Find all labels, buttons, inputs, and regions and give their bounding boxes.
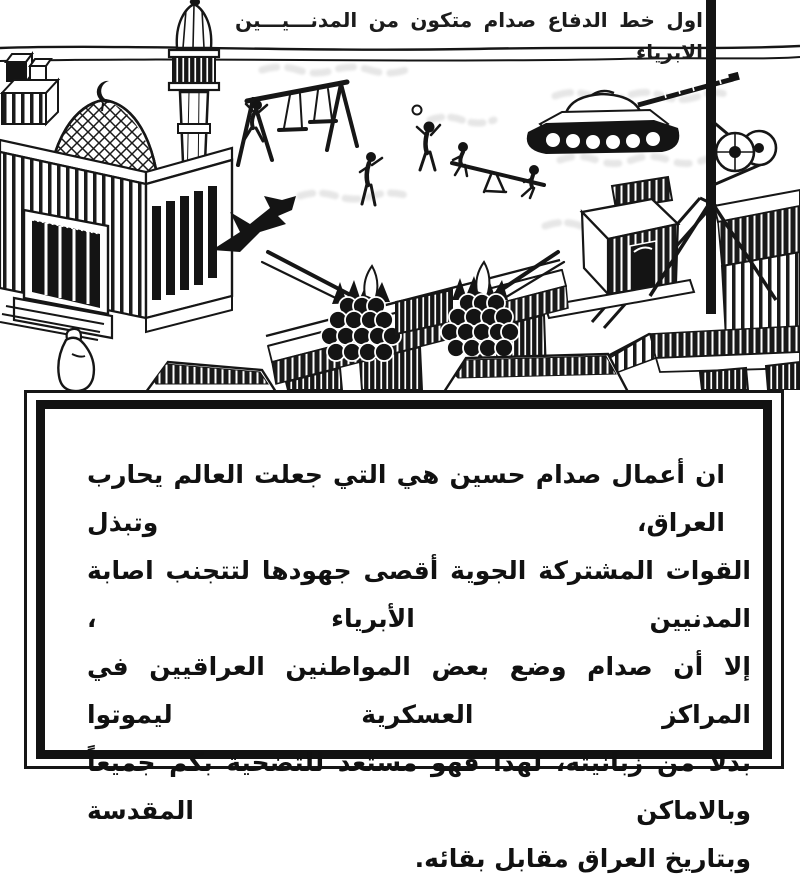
seesaw [452,142,544,198]
swing-set [238,82,357,165]
cable-reels [716,131,776,171]
caption-frame-outer [24,390,784,873]
low-wall-right [444,354,628,390]
headline: اول خط الدفاع صدام متكون من المدنـــيـــين الابرياء [235,8,703,64]
caption-line-5: وبتاريخ العراق مقابل بقائه. [414,844,751,873]
caption-line-4: بدلا من زبانيته، لهذا فهو مستعد للتضحية بكم جميعاً وبالاماكن المقدسة [87,748,751,825]
mosque-building [0,140,232,340]
rooftop-structure-left [2,54,58,124]
caption-line-3: إلا أن صدام وضع بعض المواطنين العراقيين في المراكز العسكرية ليموتوا [87,652,751,729]
illustration-panel [0,0,800,390]
caption-line-2: القوات المشتركة الجوية أقصى جهودها لتتجنب اصابة المدنيين الأبرياء ، [87,556,751,633]
low-wall-left [146,362,276,390]
mosque-entrance [24,210,108,314]
caption-box [36,400,772,873]
caption-line-1: ان أعمال صدام حسين هي التي جعلت العالم يحارب العراق، وتبذل [87,460,725,537]
